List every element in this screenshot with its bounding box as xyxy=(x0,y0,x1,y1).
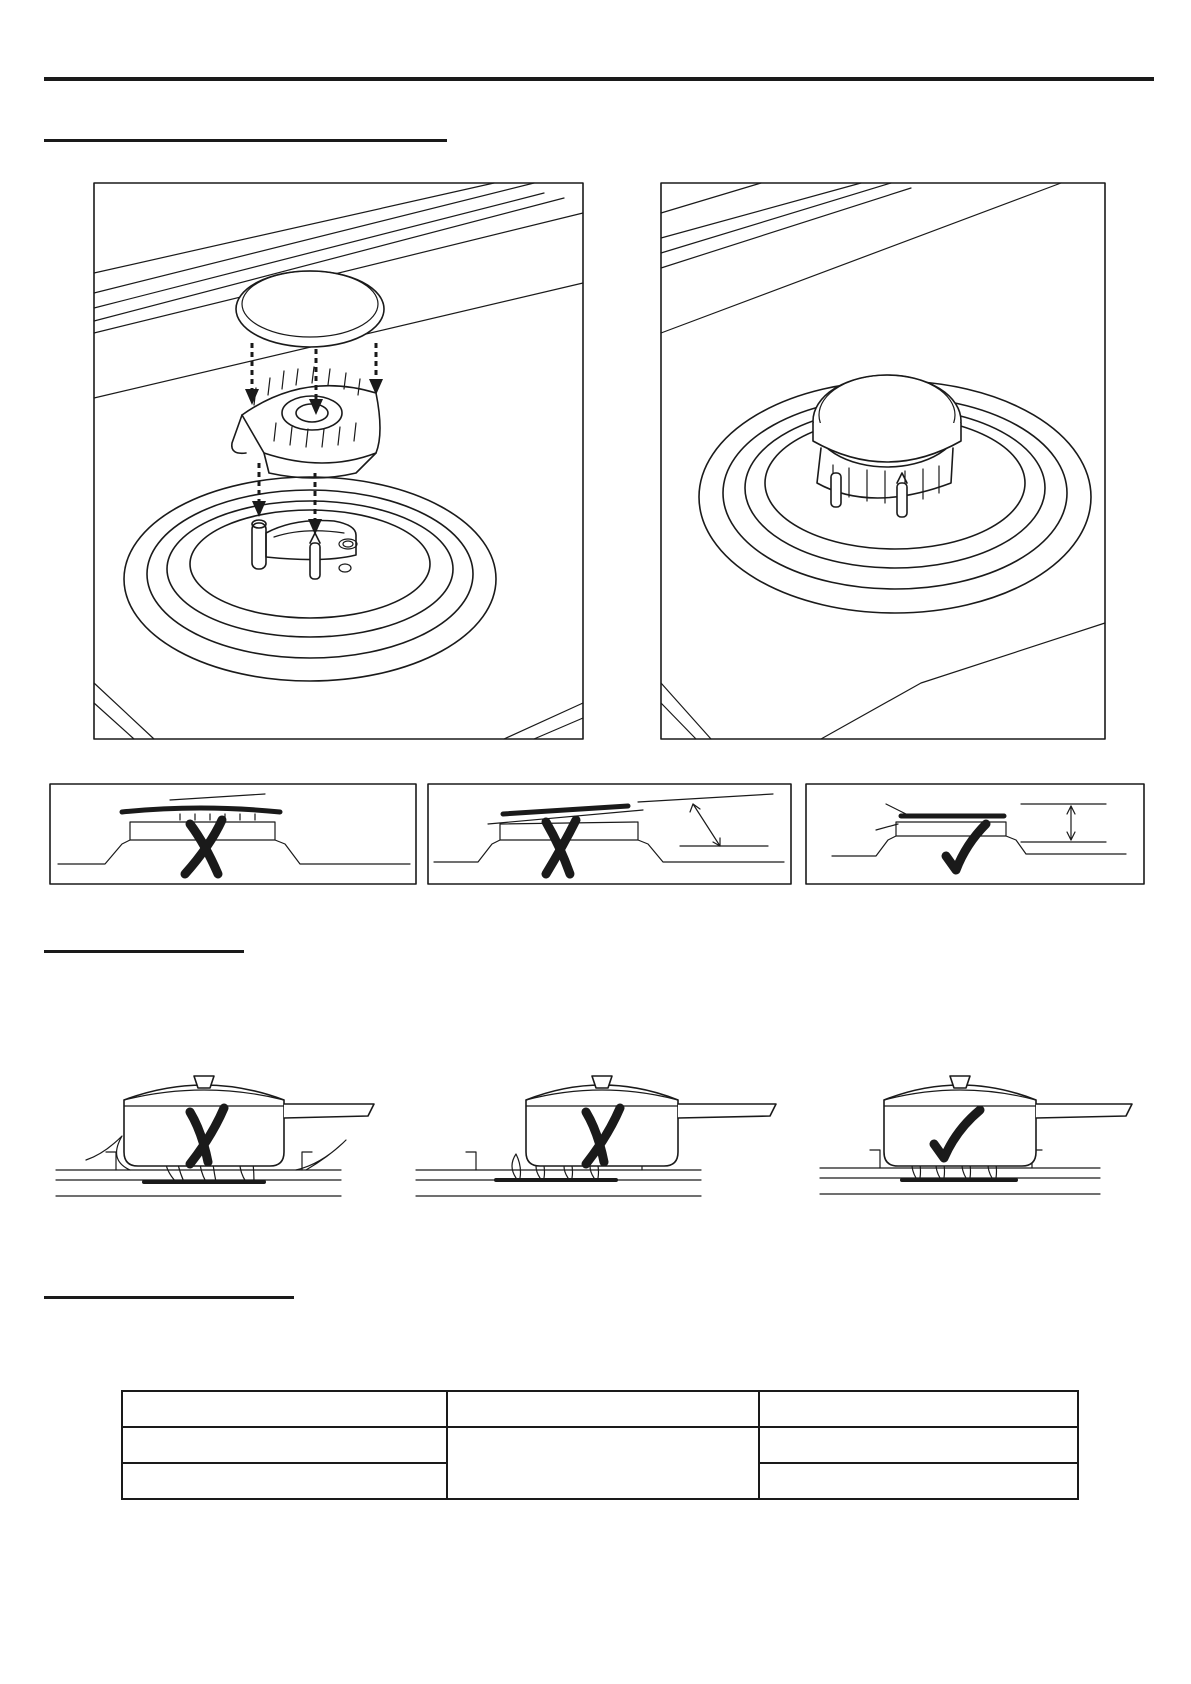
table-header-cell xyxy=(759,1391,1078,1427)
section-heading-underline-burner-table xyxy=(44,1296,294,1299)
figure-burner-exploded xyxy=(94,183,583,739)
table-cell-merged xyxy=(447,1427,759,1499)
table-header-cell xyxy=(447,1391,759,1427)
top-rule xyxy=(44,77,1154,81)
table-cell xyxy=(759,1427,1078,1463)
table-row xyxy=(122,1427,1078,1463)
section-heading-underline-burner-assembly xyxy=(44,139,447,142)
pan-size-illustration-1 xyxy=(56,1070,376,1230)
table-cell xyxy=(122,1427,447,1463)
pan-size-illustration-3 xyxy=(820,1070,1150,1230)
cap-placement-panel-3 xyxy=(806,784,1144,884)
cap-placement-panel-2 xyxy=(428,784,791,884)
pan-size-illustration-2 xyxy=(416,1070,786,1230)
table-header-cell xyxy=(122,1391,447,1427)
table-cell xyxy=(759,1463,1078,1499)
burner-table xyxy=(121,1390,1079,1500)
check-mark-icon xyxy=(946,824,986,870)
cross-mark-icon xyxy=(546,820,576,874)
cross-mark-icon xyxy=(185,820,222,874)
table-cell xyxy=(122,1463,447,1499)
section-heading-underline-pan-selection xyxy=(44,950,244,953)
table-header-row xyxy=(122,1391,1078,1427)
figure-burner-assembled xyxy=(661,183,1105,739)
cap-placement-panel-1 xyxy=(50,784,416,884)
